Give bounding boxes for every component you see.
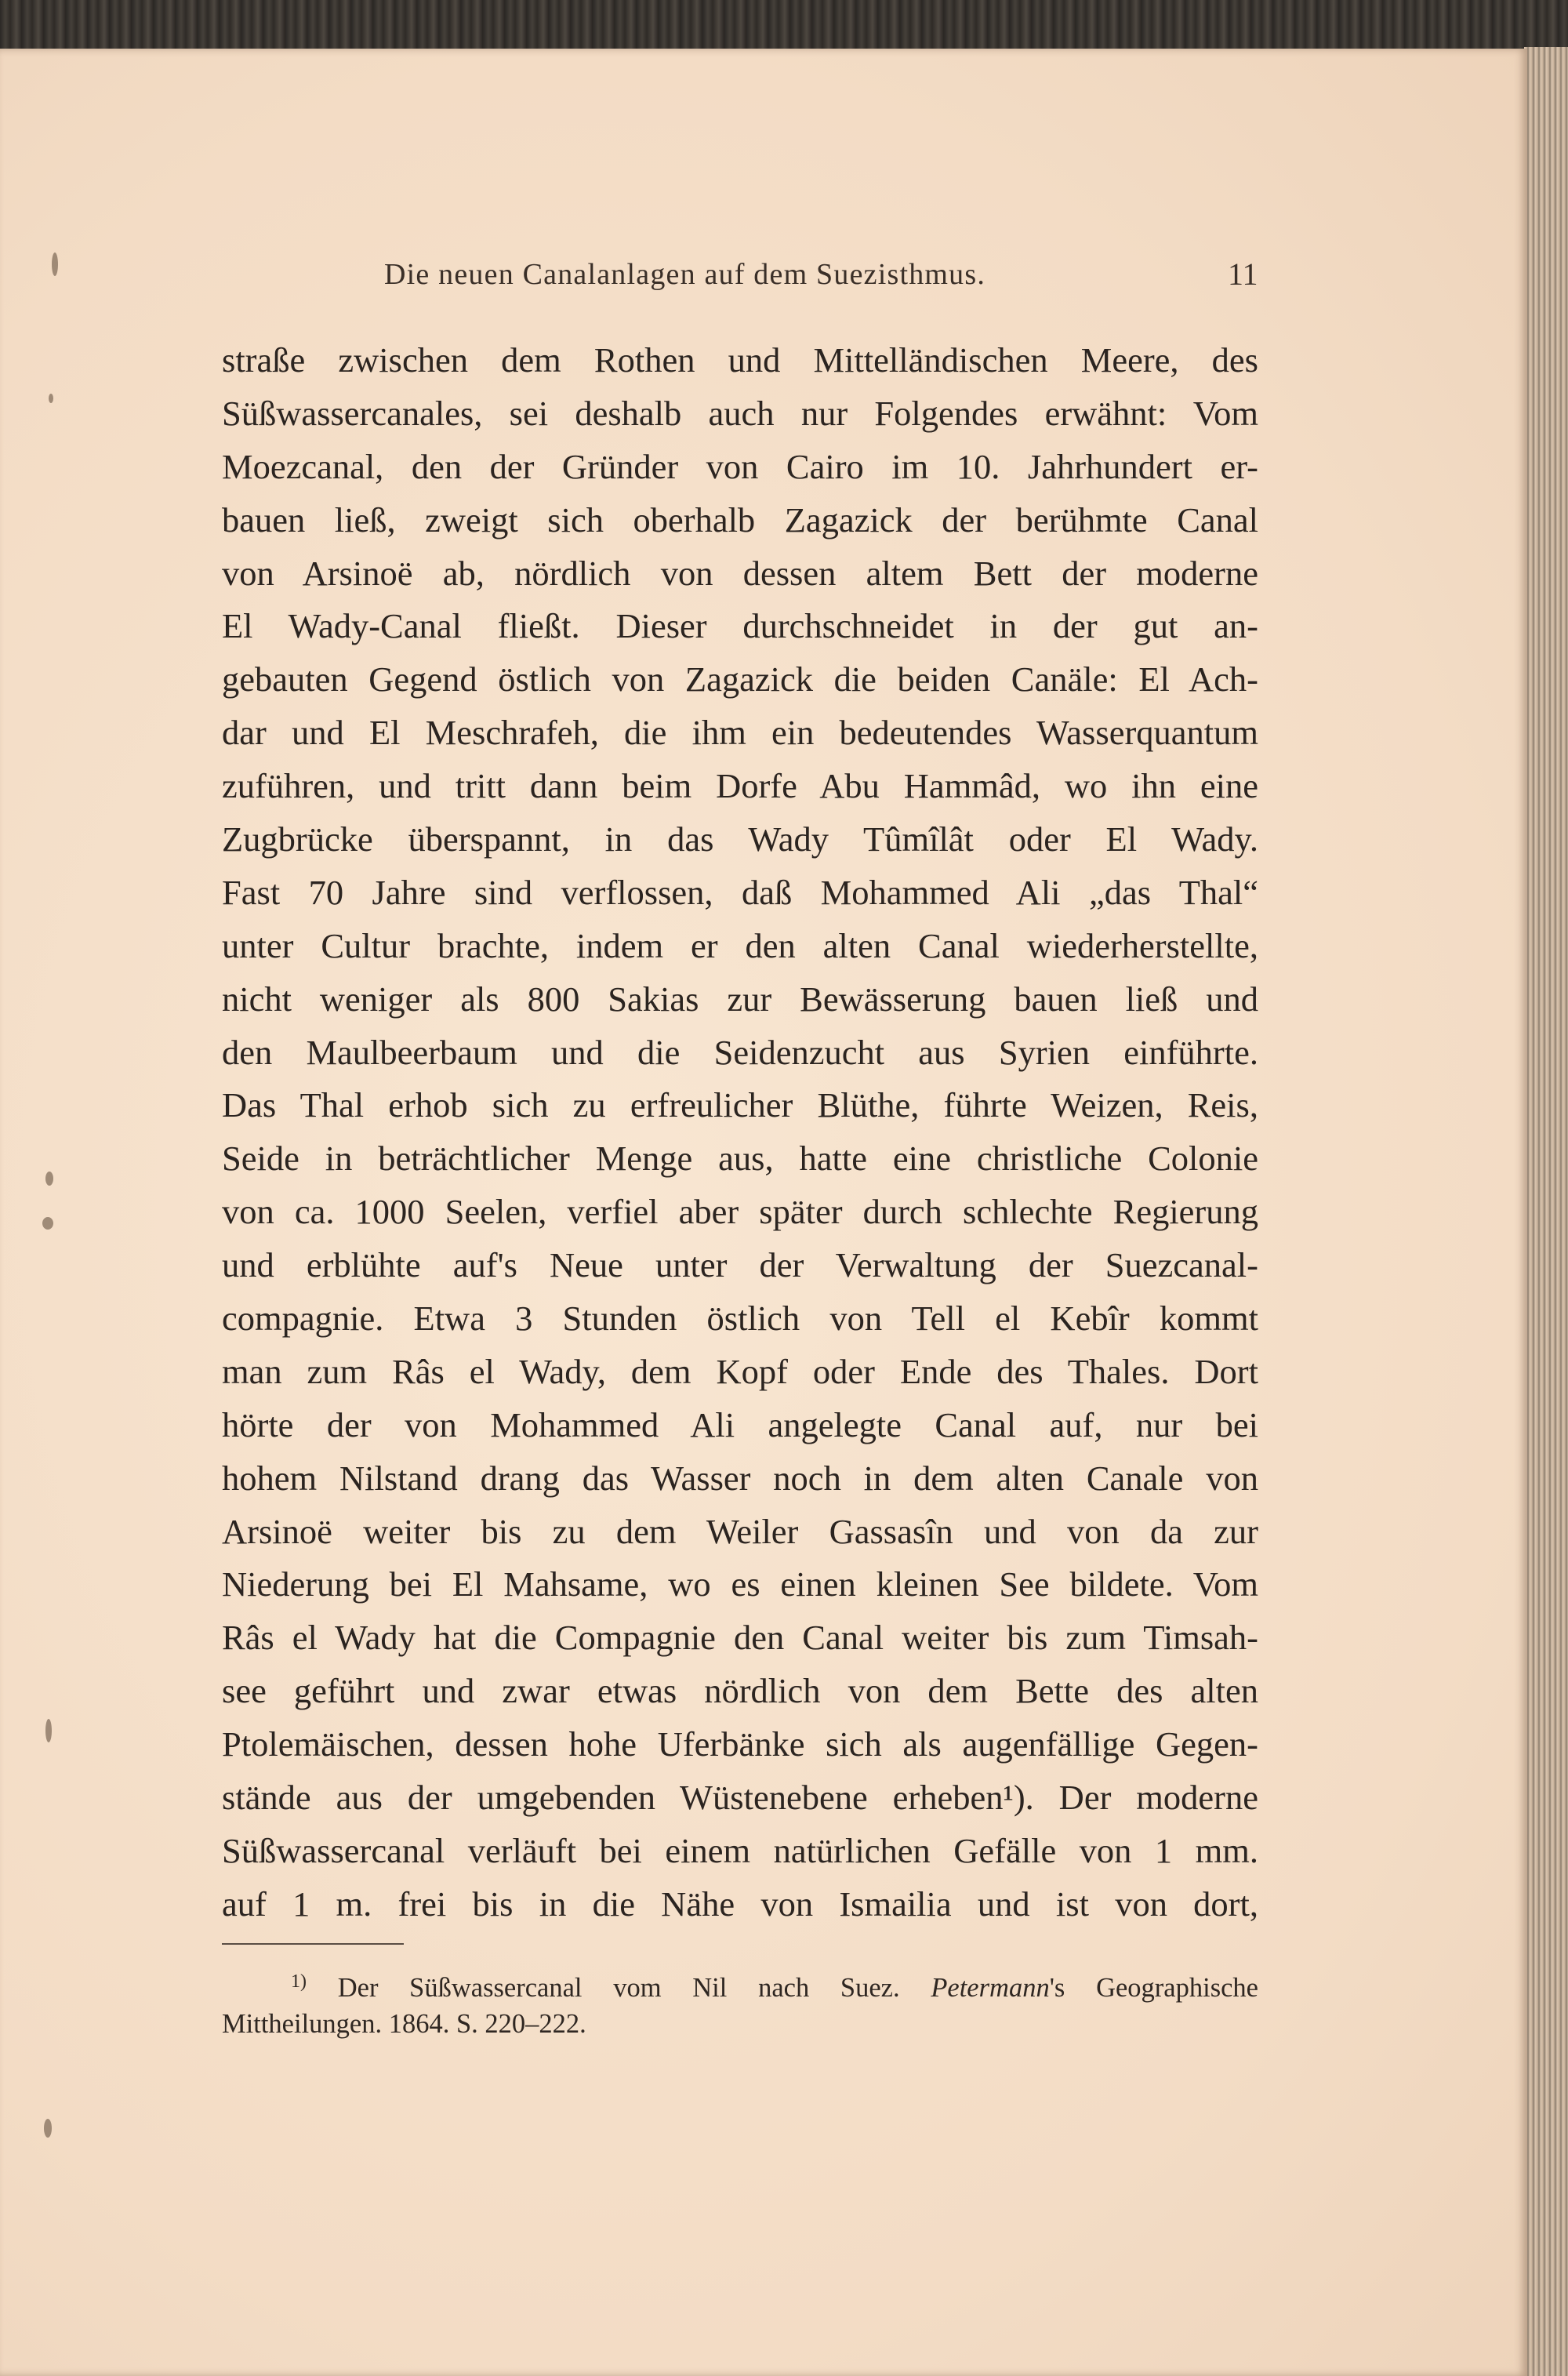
text-line: stände aus der umgebenden Wüstenebene erheben¹). Der moderne (222, 1778, 1258, 1818)
footnote (222, 1960, 1258, 2045)
text-line: Süßwassercanal verläuft bei einem natürlichen Gefälle von 1 mm. (222, 1830, 1258, 1870)
margin-stain (45, 1719, 52, 1742)
margin-stain (52, 252, 58, 276)
text-line: Fast 70 Jahre sind verflossen, daß Mohammed Ali „das Thal“ (222, 872, 1258, 912)
text-line: gebauten Gegend östlich von Zagazick die beiden Canäle: El Ach- (222, 659, 1258, 699)
footnote-line: Mittheilungen. 1864. S. 220–222. (222, 2009, 586, 2039)
margin-stain (45, 1172, 53, 1186)
text-line: und erblühte auf's Neue unter der Verwaltung der Suezcanal- (222, 1245, 1258, 1285)
text-line: straße zwischen dem Rothen und Mittelländischen Meere, des (222, 340, 1258, 380)
text-line: nicht weniger als 800 Sakias zur Bewässerung bauen ließ und (222, 979, 1258, 1019)
text-line: den Maulbeerbaum und die Seidenzucht aus Syrien einführte. (222, 1032, 1258, 1072)
running-head: Die neuen Canalanlagen auf dem Suezisthmus. (384, 258, 986, 291)
text-line: man zum Râs el Wady, dem Kopf oder Ende des Thales. Dort (222, 1351, 1258, 1391)
text-line: von ca. 1000 Seelen, verfiel aber später durch schlechte Regierung (222, 1192, 1258, 1232)
text-line: Süßwassercanales, sei deshalb auch nur Folgendes erwähnt: Vom (222, 393, 1258, 433)
text-line: hörte der von Mohammed Ali angelegte Canal auf, nur bei (222, 1404, 1258, 1444)
text-line: Zugbrücke überspannt, in das Wady Tûmîlât oder El Wady. (222, 819, 1258, 859)
footnote-line (222, 1960, 1258, 2003)
text-line: zuführen, und tritt dann beim Dorfe Abu Hammâd, wo ihn eine (222, 766, 1258, 806)
footnote-marker: 1) (291, 1971, 307, 1992)
margin-stain (44, 2119, 52, 2138)
text-line: auf 1 m. frei bis in die Nähe von Ismailia und ist von dort, (222, 1884, 1258, 1924)
text-line: Moezcanal, den der Gründer von Cairo im 10. Jahrhundert er- (222, 446, 1258, 486)
footnote-rule (222, 1943, 404, 1945)
margin-stain (42, 1217, 53, 1230)
footnote-text-after: 's Geographische (1049, 1973, 1258, 2003)
margin-stain (49, 394, 53, 403)
text-line: Arsinoë weiter bis zu dem Weiler Gassasîn und von da zur (222, 1511, 1258, 1551)
text-line: compagnie. Etwa 3 Stunden östlich von Tell el Kebîr kommt (222, 1299, 1258, 1339)
footnote-text: Der Süßwassercanal vom Nil nach Suez. (337, 1973, 900, 2003)
page-edges (1524, 47, 1568, 2376)
text-line: hohem Nilstand drang das Wasser noch in dem alten Canale von (222, 1458, 1258, 1498)
footnote-author: Petermann (931, 1973, 1050, 2003)
body-text (222, 334, 1258, 1931)
page-number: 11 (1228, 256, 1258, 292)
text-line: Das Thal erhob sich zu erfreulicher Blüthe, führte Weizen, Reis, (222, 1085, 1258, 1125)
text-line: El Wady-Canal fließt. Dieser durchschneidet in der gut an- (222, 606, 1258, 646)
text-line: Seide in beträchtlicher Menge aus, hatte eine christliche Colonie (222, 1139, 1258, 1179)
text-line: bauen ließ, zweigt sich oberhalb Zagazick der berühmte Canal (222, 500, 1258, 540)
text-line: dar und El Meschrafeh, die ihm ein bedeutendes Wasserquantum (222, 713, 1258, 753)
text-line: Niederung bei El Mahsame, wo es einen kleinen See bildete. Vom (222, 1564, 1258, 1604)
text-line: unter Cultur brachte, indem er den alten Canal wiederherstellte, (222, 925, 1258, 965)
text-line: von Arsinoë ab, nördlich von dessen altem Bett der moderne (222, 553, 1258, 593)
text-line: Ptolemäischen, dessen hohe Uferbänke sich als augenfällige Gegen- (222, 1724, 1258, 1764)
text-line: see geführt und zwar etwas nördlich von dem Bette des alten (222, 1671, 1258, 1711)
text-line: Râs el Wady hat die Compagnie den Canal weiter bis zum Timsah- (222, 1618, 1258, 1658)
